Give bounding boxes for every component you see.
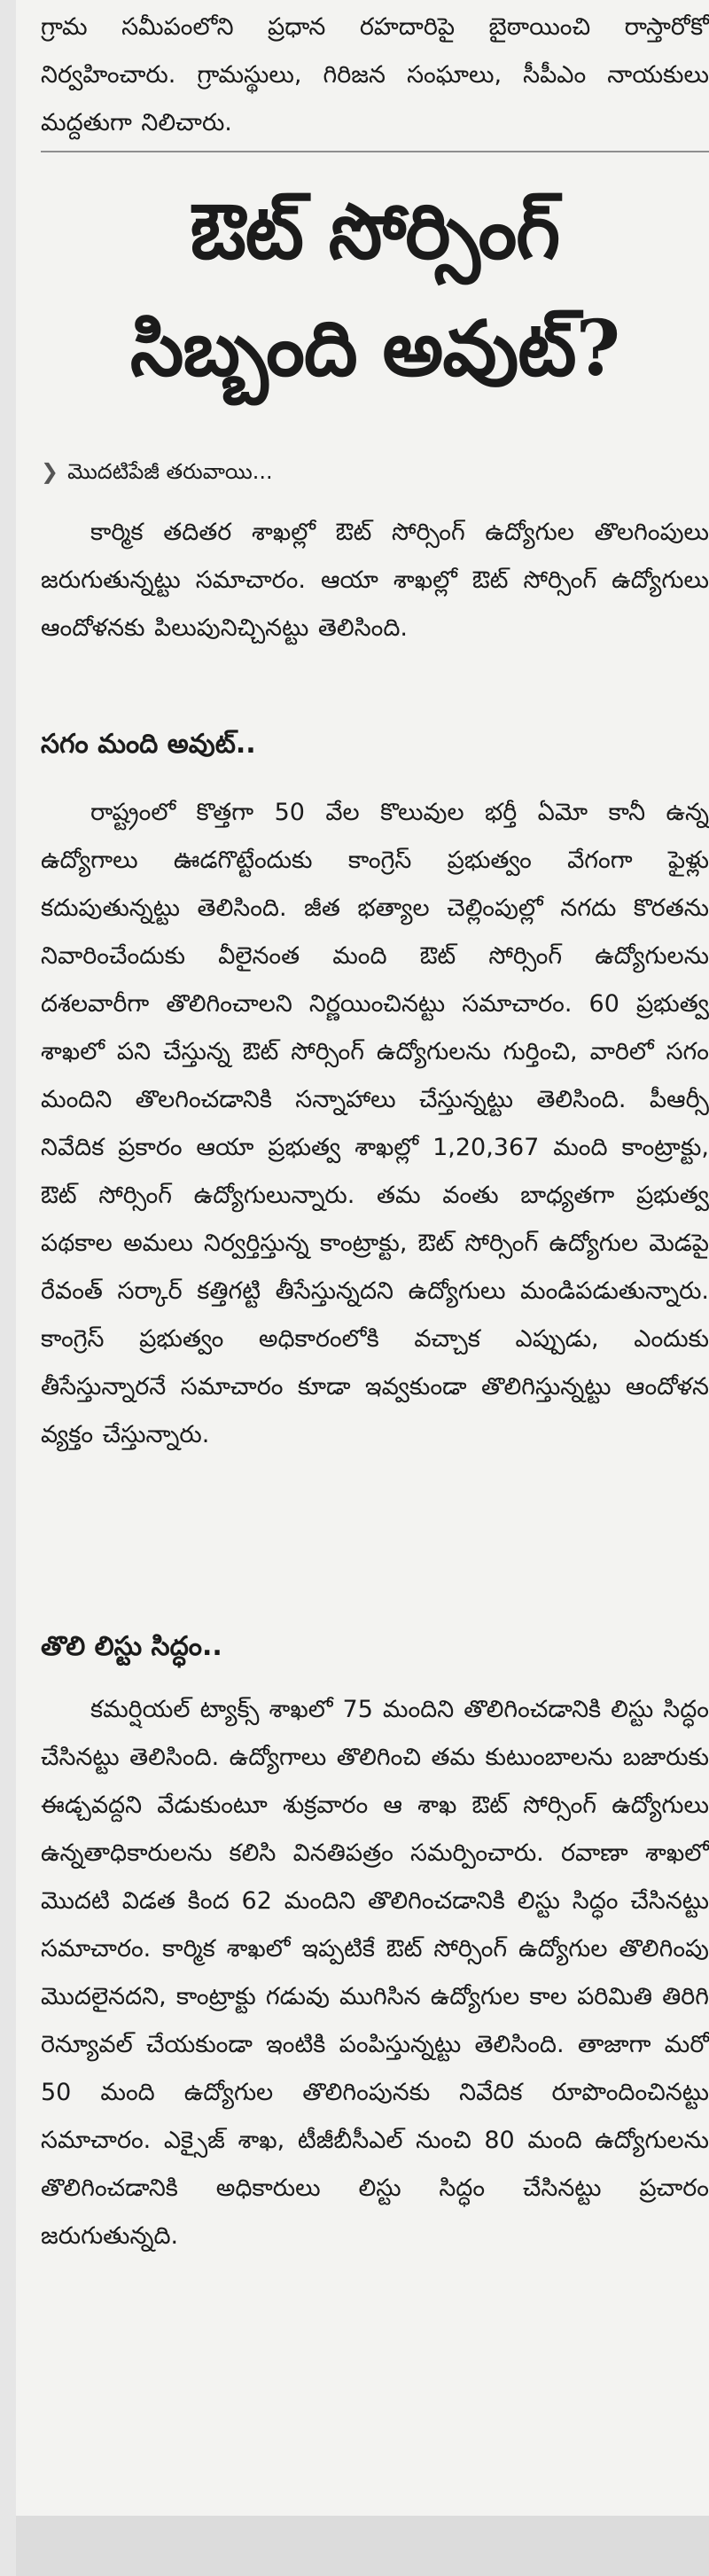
- paragraph-first-list: కమర్షియల్ ట్యాక్స్ శాఖలో 75 మందిని తొలిగించడానికి లిస్టు సిద్ధం చేసినట్టు తెలిసింది. ఉద్యోగాలు తొలిగించి తమ కుటుంబాలను బజారుకు ఈడ్చవద్దని వేడుకుంటూ శుక్రవారం ఆ శాఖ ఔట్ సోర్సింగ్ ఉద్యోగులు ఉన్నతాధికారులను కలిసి వినతిపత్రం సమర్పించారు. రవాణా శాఖలో మొదటి విడత కింద 62 మందిని తొలిగించడానికి లిస్టు సిద్ధం చేసినట్టు సమాచారం. కార్మిక శాఖలో ఇప్పటికే ఔట్ సోర్సింగ్ ఉద్యోగుల తొలిగింపు మొదలైనదని, కాంట్రాక్టు గడువు ముగిసిన ఉద్యోగుల కాల పరిమితి తిరిగి రెన్యూవల్ చేయకుండా ఇంటికి పంపిస్తున్నట్టు తెలిసింది. తాజాగా మరో 50 మంది ఉద్యోగుల తొలిగింపునకు నివేదిక రూపొందించినట్టు సమాచారం. ఎక్సైజ్ శాఖ, టీజీబీసీఎల్ నుంచి 80 మంది ఉద్యోగులను తొలిగించడానికి అధికారులు లిస్టు సిద్ధం చేసినట్టు ప్రచారం జరుగుతున్నది.: [41, 1696, 709, 2250]
- continued-label: మొదటిపేజీ తరువాయి...: [67, 459, 273, 484]
- headline: [41, 174, 709, 408]
- paragraph-half-out: రాష్ట్రంలో కొత్తగా 50 వేల కొలువుల భర్తీ ఏమో కానీ ఉన్న ఉద్యోగాలు ఊడగొట్టేందుకు కాంగ్రెస్ ప్రభుత్వం వేగంగా ఫైళ్లు కదుపుతున్నట్టు తెలిసింది. జీత భత్యాల చెల్లింపుల్లో నగదు కొరతను నివారించేందుకు వీలైనంత మంది ఔట్ సోర్సింగ్ ఉద్యోగులను దశలవారీగా తొలిగించాలని నిర్ణయించినట్టు సమాచారం. 60 ప్రభుత్వ శాఖలో పని చేస్తున్న ఔట్ సోర్సింగ్ ఉద్యోగులను గుర్తించి, వారిలో సగం మందిని తొలగించడానికి సన్నాహాలు చేస్తున్నట్టు తెలిసింది. పీఆర్సీ నివేదిక ప్రకారం ఆయా ప్రభుత్వ శాఖల్లో 1,20,367 మంది కాంట్రాక్టు, ఔట్ సోర్సింగ్ ఉద్యోగులున్నారు. తమ వంతు బాధ్యతగా ప్రభుత్వ పథకాల అమలు నిర్వర్తిస్తున్న కాంట్రాక్టు, ఔట్ సోర్సింగ్ ఉద్యోగుల మెడపై రేవంత్ సర్కార్ కత్తిగట్టి తీసేస్తున్నదని ఉద్యోగులు మండిపడుతున్నారు. కాంగ్రెస్ ప్రభుత్వం అధికారంలోకి వచ్చాక ఎప్పుడు, ఎందుకు తీసేస్తున్నారనే సమాచారం కూడా ఇవ్వకుండా తొలిగిస్తున్నట్టు ఆందోళన వ్యక్తం చేస్తున్నారు.: [41, 799, 709, 1448]
- headline-line-1: ఔట్ సోర్సింగ్: [190, 187, 560, 277]
- paragraph-intro: కార్మిక తదితర శాఖల్లో ఔట్ సోర్సింగ్ ఉద్యోగుల తొలగింపులు జరుగుతున్నట్టు సమాచారం. ఆయా శాఖల్లో ఔట్ సోర్సింగ్ ఉద్యోగులు ఆందోళనకు పిలుపునిచ్చినట్టు తెలిసింది.: [41, 519, 709, 642]
- article-divider: [41, 151, 709, 152]
- previous-article-tail: గ్రామ సమీపంలోని ప్రధాన రహదారిపై బైఠాయించి రాస్తారోకో నిర్వహించారు. గ్రామస్థులు, గిరిజన సంఘాలు, సీపీఎం నాయకులు మద్దతుగా నిలిచారు.: [41, 13, 709, 137]
- subheading-half-out: సగం మంది అవుట్..: [41, 729, 256, 760]
- subheading-first-list: తొలి లిస్టు సిద్ధం..: [41, 1631, 222, 1662]
- continued-from-front-page: [41, 454, 709, 489]
- chevron-right-icon: ❯: [41, 459, 59, 484]
- headline-line-2: సిబ్బంది అవుట్?: [130, 304, 619, 394]
- page-margin: [16, 2516, 709, 2576]
